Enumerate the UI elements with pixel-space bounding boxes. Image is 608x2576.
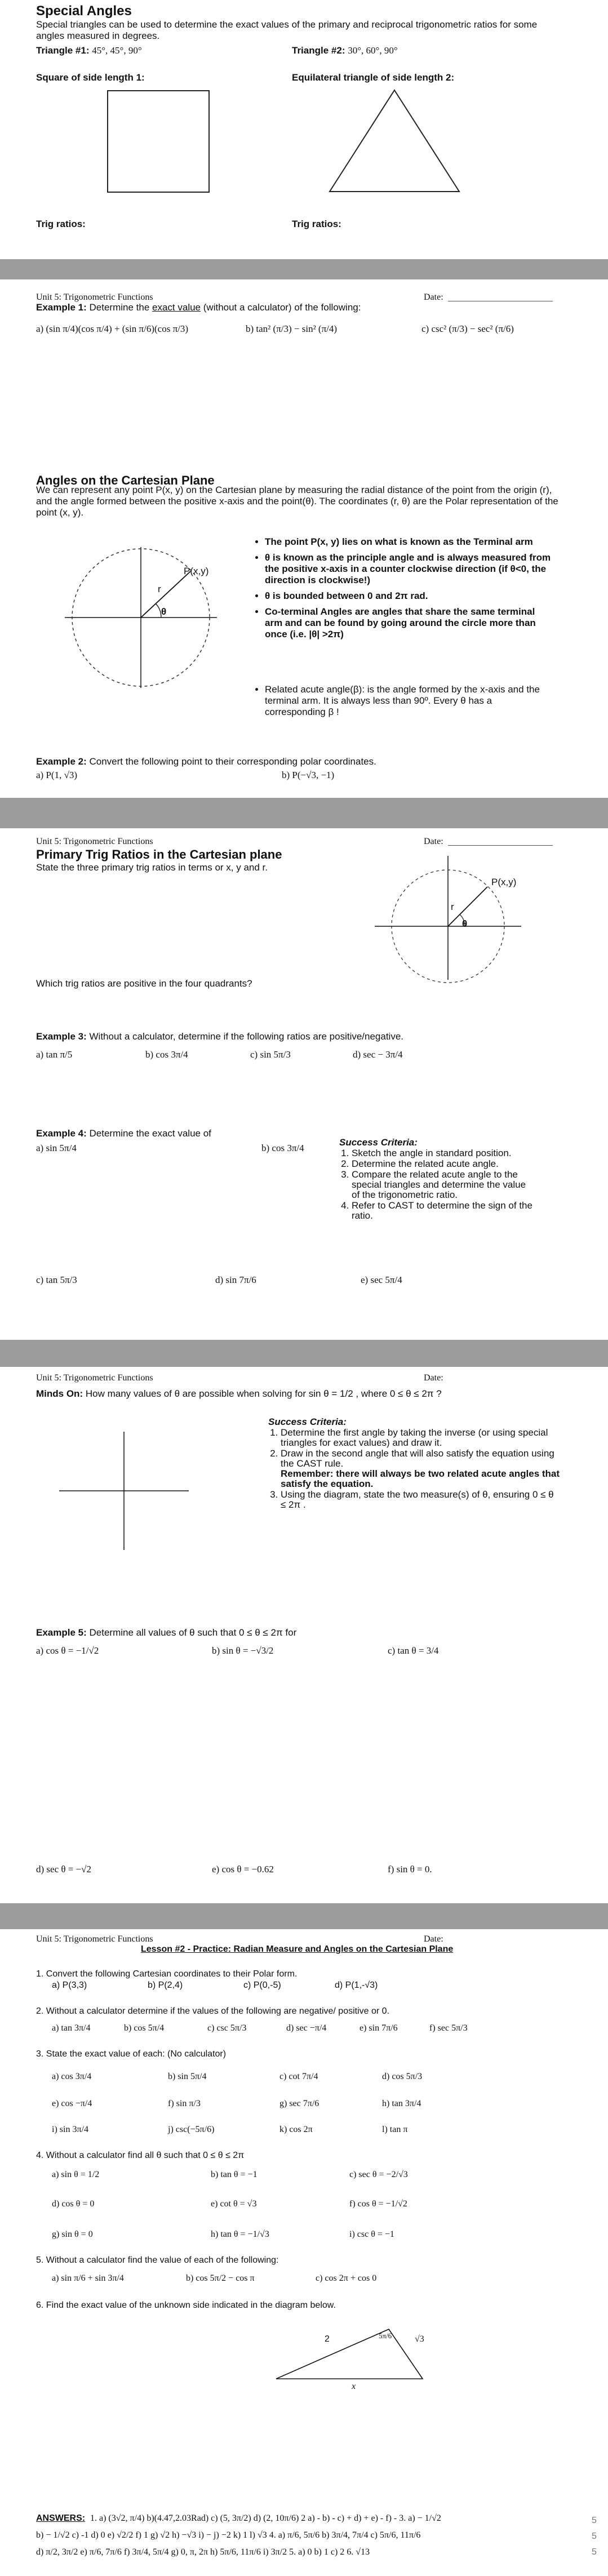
equilateral-triangle-shape xyxy=(327,85,462,197)
example3a: a) tan π/5 xyxy=(36,1049,73,1060)
note-terminal-arm: • The point P(x, y) lies on what is known as the Terminal arm xyxy=(265,536,552,548)
q3-item: g) sec 7π/6 xyxy=(279,2099,319,2108)
special-angles-intro: Special triangles can be used to determine the exact values of the primary and reciprocal trigonometric ratios for some angles measured in degrees. xyxy=(36,19,538,41)
example5c: c) tan θ = 3/4 xyxy=(388,1645,439,1656)
trig-ratios-right: Trig ratios: xyxy=(292,219,341,229)
primary-ratios-subtitle: State the three primary trig ratios in terms or x, y and r. xyxy=(36,862,268,873)
q3-item: k) cos 2π xyxy=(279,2125,313,2134)
q1-item: a) P(3,3) xyxy=(52,1980,87,1990)
question4: 4. Without a calculator find all θ such that 0 ≤ θ ≤ 2π xyxy=(36,2151,245,2160)
unit-header: Unit 5: Trigonometric Functions xyxy=(36,1934,153,1944)
example5d: d) sec θ = −√2 xyxy=(36,1864,92,1875)
q2-item: a) tan 3π/4 xyxy=(52,2023,91,2033)
question5: 5. Without a calculator find the value of each of the following: xyxy=(36,2255,279,2265)
square-label: Square of side length 1: xyxy=(36,72,145,83)
example4c: c) tan 5π/3 xyxy=(36,1274,77,1285)
example4a: a) sin 5π/4 xyxy=(36,1143,77,1153)
q3-item: c) cot 7π/4 xyxy=(279,2072,318,2081)
example4-header: Example 4: Determine the exact value of xyxy=(36,1128,211,1139)
triangle1-label: Triangle #1: 45°, 45°, 90° xyxy=(36,45,142,56)
q4-item: a) sin θ = 1/2 xyxy=(52,2170,100,2179)
criteria-step: 1. Determine the first angle by taking the inverse (or using special triangles for exact values) and draw it. xyxy=(281,1428,561,1448)
criteria-title: Success Criteria: xyxy=(339,1137,418,1148)
criteria-list xyxy=(339,1148,533,1222)
diagram-r-label: r xyxy=(158,584,161,594)
criteria-step: 3. Compare the related acute angle to the special triangles and determine the value of the trigonometric ratio. xyxy=(352,1170,533,1200)
example4e: e) sec 5π/4 xyxy=(361,1274,402,1285)
example5a: a) cos θ = −1/√2 xyxy=(36,1645,99,1656)
example4b: b) cos 3π/4 xyxy=(261,1143,304,1153)
page-special-angles xyxy=(0,0,608,259)
date-label: Date: xyxy=(424,1934,443,1944)
example4d: d) sin 7π/6 xyxy=(215,1274,256,1285)
q4-item: h) tan θ = −1/√3 xyxy=(211,2229,269,2239)
example5-header: Example 5: Determine all values of θ such that 0 ≤ θ ≤ 2π for xyxy=(36,1627,297,1638)
note-principle-angle: • θ is known as the principle angle and is always measured from the positive x-axis in a counter clockwise direction (if θ<0, the direction is clockwise!) xyxy=(265,552,552,586)
q2-item: f) sec 5π/3 xyxy=(429,2023,468,2033)
answers-line1: ANSWERS: 1. a) (3√2, π/4) b)(4.47,2.03Rad) c) (5, 3π/2) d) (2, 10π/6) 2 a) - b) - c) + d) + e) - f) - 3. a) − 1/√2 xyxy=(36,2513,441,2523)
example1a: a) (sin π/4)(cos π/4) + (sin π/6)(cos π/3) xyxy=(36,323,189,334)
example3d: d) sec − 3π/4 xyxy=(353,1049,403,1060)
triangle-side-label: 2 xyxy=(325,2334,330,2344)
related-angle-note: • Related acute angle(β): is the angle formed by the x-axis and the terminal arm. It is always less than 90º. Every θ has a corresponding β ! xyxy=(254,684,552,722)
q3-item: h) tan 3π/4 xyxy=(382,2099,421,2108)
criteria-list xyxy=(268,1428,561,1511)
q3-item: j) csc(−5π/6) xyxy=(168,2125,215,2134)
q5-item: c) cos 2π + cos 0 xyxy=(316,2273,377,2283)
unit-header: Unit 5: Trigonometric Functions xyxy=(36,292,153,302)
triangle-angle-label: 5π/6 xyxy=(379,2331,392,2340)
q3-item: i) sin 3π/4 xyxy=(52,2125,88,2134)
page-solving-equations xyxy=(0,1367,608,1903)
q2-item: d) sec −π/4 xyxy=(286,2023,327,2033)
date-label: Date: xyxy=(424,1373,443,1383)
primary-ratios-title: Primary Trig Ratios in the Cartesian plane xyxy=(36,847,282,861)
triangle2-label: Triangle #2: 30°, 60°, 90° xyxy=(292,45,398,56)
q1-item: b) P(2,4) xyxy=(148,1980,183,1990)
example1-header: Example 1: Determine the exact value (without a calculator) of the following: xyxy=(36,302,361,313)
criteria-title: Success Criteria: xyxy=(268,1416,347,1427)
example1b: b) tan² (π/3) − sin² (π/4) xyxy=(246,323,338,334)
margin-number: 5 xyxy=(592,2516,597,2525)
answers-line2: b) − 1/√2 c) -1 d) 0 e) √2/2 f) 1 g) √2 h) −√3 i) − j) −2 k) 1 l) √3 4. a) π/6, 5π/6 b) 3π/4, 7π/4 c) 5π/6, 11π/6 xyxy=(36,2530,421,2540)
example2-header: Example 2: Convert the following point to their corresponding polar coordinates. xyxy=(36,756,376,767)
trig-ratios-left: Trig ratios: xyxy=(36,219,86,229)
example2b: b) P(−√3, −1) xyxy=(282,770,335,780)
diagram-point-label: P(x,y) xyxy=(184,566,209,576)
diagram-theta-label: θ xyxy=(161,606,167,617)
unit-header: Unit 5: Trigonometric Functions xyxy=(36,837,153,846)
lesson-title: Lesson #2 - Practice: Radian Measure and Angles on the Cartesian Plane xyxy=(141,1944,454,1954)
quadrant-theta-label: θ xyxy=(462,918,468,929)
q4-item: b) tan θ = −1 xyxy=(211,2170,258,2179)
note-coterminal: • Co-terminal Angles are angles that share the same terminal arm and can be found by going around the circle more than once (i.e. |θ| >2π) xyxy=(265,606,552,640)
q1-item: d) P(1,-√3) xyxy=(335,1980,378,1990)
example1c: c) csc² (π/3) − sec² (π/6) xyxy=(421,323,514,334)
question2: 2. Without a calculator determine if the values of the following are negative/ positive or 0. xyxy=(36,2006,390,2016)
date-label: Date: xyxy=(424,837,443,846)
example3-header: Example 3: Without a calculator, determine if the following ratios are positive/negative. xyxy=(36,1031,404,1042)
q3-item: e) cos −π/4 xyxy=(52,2099,92,2108)
q3-item: f) sin π/3 xyxy=(168,2099,201,2108)
q3-item: b) sin 5π/4 xyxy=(168,2072,207,2081)
page-cartesian-plane xyxy=(0,279,608,798)
criteria-step: 3. Using the diagram, state the two measure(s) of θ, ensuring 0 ≤ θ ≤ 2π . xyxy=(281,1490,561,1510)
answers-line3: d) π/2, 3π/2 e) π/6, 7π/6 f) 3π/4, 5π/4 g) 0, π, 2π h) 5π/6, 11π/6 i) 3π/2 5. a) 0 b) 1 c) 2 6. √13 xyxy=(36,2547,370,2557)
q1-item: c) P(0,-5) xyxy=(243,1980,281,1990)
margin-number: 5 xyxy=(592,2531,597,2541)
example5e: e) cos θ = −0.62 xyxy=(212,1864,274,1875)
q3-item: d) cos 5π/3 xyxy=(382,2072,423,2081)
q5-item: b) cos 5π/2 − cos π xyxy=(186,2273,255,2283)
q4-item: d) cos θ = 0 xyxy=(52,2199,95,2209)
q2-item: e) sin 7π/6 xyxy=(360,2023,398,2033)
terminal-arm-notes xyxy=(254,536,552,645)
q3-item: a) cos 3π/4 xyxy=(52,2072,92,2081)
question3: 3. State the exact value of each: (No calculator) xyxy=(36,2049,227,2059)
special-angles-title: Special Angles xyxy=(36,3,132,19)
cartesian-intro: We can represent any point P(x, y) on the Cartesian plane by measuring the radial distance of the point from the origin (r), and the angle formed between the positive x-axis and the point(θ). The coordinates (r, θ) are the Polar representation of the point (x, y). xyxy=(36,485,558,518)
q4-item: i) csc θ = −1 xyxy=(349,2229,394,2239)
question1: 1. Convert the following Cartesian coordinates to their Polar form. xyxy=(36,1969,298,1979)
criteria-step: 4. Refer to CAST to determine the sign of the ratio. xyxy=(352,1201,533,1221)
q3-item: l) tan π xyxy=(382,2125,408,2134)
example2a: a) P(1, √3) xyxy=(36,770,78,780)
q2-item: c) csc 5π/3 xyxy=(207,2023,247,2033)
quadrant-diagram xyxy=(372,853,524,983)
cartesian-title: Angles on the Cartesian Plane xyxy=(36,473,215,487)
criteria-step: 1. Sketch the angle in standard position. xyxy=(352,1148,533,1158)
equilateral-label: Equilateral triangle of side length 2: xyxy=(292,72,455,83)
q4-item: f) cos θ = −1/√2 xyxy=(349,2199,407,2209)
q6-triangle xyxy=(270,2322,440,2390)
question6: 6. Find the exact value of the unknown side indicated in the diagram below. xyxy=(36,2300,336,2310)
criteria-step: 2. Determine the related acute angle. xyxy=(352,1159,533,1169)
example5b: b) sin θ = −√3/2 xyxy=(212,1645,274,1656)
example3b: b) cos 3π/4 xyxy=(145,1049,188,1060)
date-label: Date: xyxy=(424,292,443,302)
margin-number: 5 xyxy=(592,2547,597,2557)
criteria-step: 2. Draw in the second angle that will also satisfy the equation using the CAST rule. Remember: there will always be two related acute angles that satisfy the equation. xyxy=(281,1449,561,1489)
page-practice xyxy=(0,1929,608,2576)
unit-header: Unit 5: Trigonometric Functions xyxy=(36,1373,153,1383)
q4-item: c) sec θ = −2/√3 xyxy=(349,2170,408,2179)
example5f: f) sin θ = 0. xyxy=(388,1864,432,1875)
quadrant-r-label: r xyxy=(451,901,454,912)
q5-item: a) sin π/6 + sin 3π/4 xyxy=(52,2273,124,2283)
example3c: c) sin 5π/3 xyxy=(250,1049,291,1060)
square-shape xyxy=(107,90,210,193)
page-primary-trig-ratios xyxy=(0,828,608,1340)
triangle-x-label: x xyxy=(352,2382,356,2391)
axes-diagram xyxy=(56,1429,192,1553)
triangle-root-label: √3 xyxy=(415,2334,424,2344)
q2-item: b) cos 5π/4 xyxy=(124,2023,165,2033)
note-bounds: • θ is bounded between 0 and 2π rad. xyxy=(265,590,552,602)
quadrant-point-label: P(x,y) xyxy=(491,877,517,887)
q4-item: e) cot θ = √3 xyxy=(211,2199,257,2209)
quadrants-question: Which trig ratios are positive in the four quadrants? xyxy=(36,978,252,989)
minds-on: Minds On: How many values of θ are possible when solving for sin θ = 1/2 , where 0 ≤ θ ≤ 2π ? xyxy=(36,1388,442,1399)
q4-item: g) sin θ = 0 xyxy=(52,2229,93,2239)
